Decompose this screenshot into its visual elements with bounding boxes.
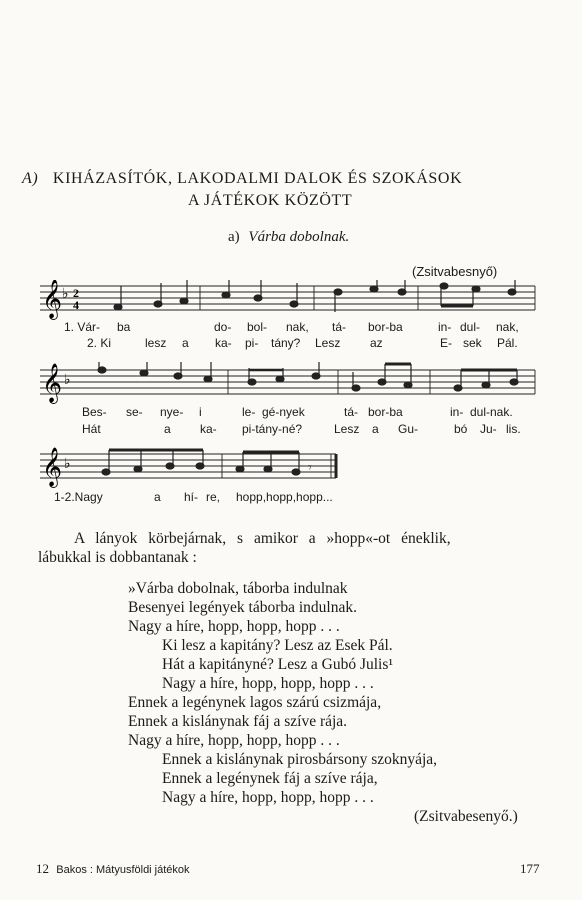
svg-text:𝄞: 𝄞 <box>42 363 63 403</box>
sheet-number: 12 <box>36 861 49 876</box>
poem-line: Hát a kapitányné? Lesz a Gubó Julis¹ <box>162 656 394 673</box>
poem-line: Besenyei legények táborba indulnak. <box>128 599 357 616</box>
svg-text:𝄞: 𝄞 <box>42 280 63 319</box>
poem-line: Ennek a kislánynak fáj a szíve rája. <box>128 713 348 730</box>
svg-text:𝄞: 𝄞 <box>42 447 63 487</box>
svg-text:♭: ♭ <box>64 456 71 472</box>
poem-line: Ki lesz a kapitány? Lesz az Esek Pál. <box>162 637 393 654</box>
section-heading <box>228 229 349 246</box>
chapter-heading <box>22 170 462 188</box>
poem-line: Ennek a kislánynak pirosbársony szoknyája, <box>162 751 438 768</box>
poem-attribution: (Zsitvabesenyő.) <box>414 808 518 825</box>
poem-line: Nagy a híre, hopp, hopp, hopp . . . <box>128 732 340 749</box>
poem-line: Nagy a híre, hopp, hopp, hopp . . . <box>128 618 340 635</box>
paragraph-line-2: lábukkal is dobbantanak : <box>38 549 197 566</box>
music-staff-2 <box>40 362 540 406</box>
poem-line: Ennek a legénynek fáj a szíve rája, <box>162 770 378 787</box>
chapter-letter: A) <box>22 170 39 187</box>
music-source-note: (Zsitvabesnyő) <box>412 264 498 279</box>
chapter-title-line1: KIHÁZASÍTÓK, LAKODALMI DALOK ÉS SZOKÁSOK <box>52 170 463 187</box>
music-staff-1 <box>40 280 540 320</box>
sheet-title: Bakos : Mátyusföldi játékok <box>56 864 190 876</box>
poem-line: »Várba dobolnak, táborba indulnak <box>128 580 348 597</box>
footer-signature <box>36 861 190 877</box>
svg-text:4: 4 <box>73 298 79 312</box>
music-staff-3 <box>40 446 340 490</box>
chapter-title-line2: A JÁTÉKOK KÖZÖTT <box>188 192 353 209</box>
svg-text:♭: ♭ <box>64 372 71 388</box>
svg-text:2: 2 <box>73 286 79 300</box>
poem-line: Ennek a legénynek lagos szárú csizmája, <box>128 694 382 711</box>
section-title: Várba dobolnak. <box>248 229 350 245</box>
poem-line: Nagy a híre, hopp, hopp, hopp . . . <box>162 789 374 806</box>
page-number: 177 <box>520 861 540 876</box>
paragraph-line-1: A lányok körbejárnak, s amikor a »hopp«-ot éneklik, <box>74 530 451 547</box>
poem-line: Nagy a híre, hopp, hopp, hopp . . . <box>162 675 374 692</box>
svg-text:𝄾: 𝄾 <box>308 460 312 476</box>
section-letter: a) <box>228 229 240 245</box>
svg-text:♭: ♭ <box>62 286 69 302</box>
